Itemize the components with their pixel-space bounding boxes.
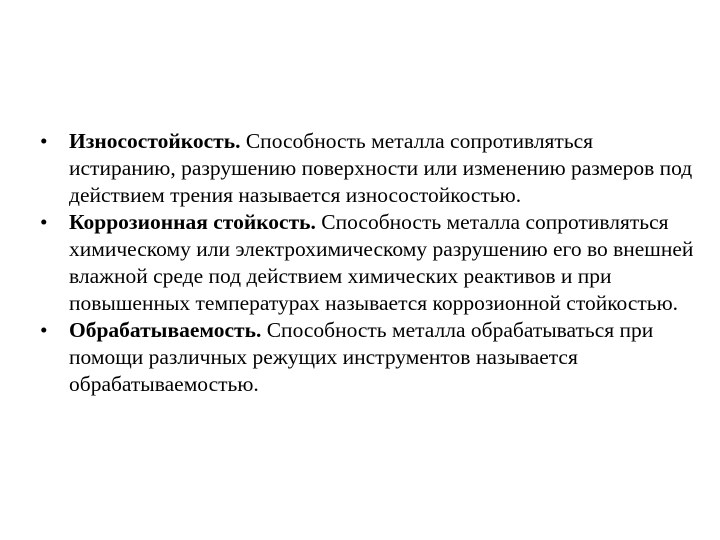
term-corrosion-resistance: Коррозионная стойкость.	[69, 210, 316, 234]
bullet-marker: •	[40, 129, 48, 153]
bullet-marker: •	[40, 210, 48, 234]
bullet-marker: •	[40, 318, 48, 342]
term-wear-resistance: Износостойкость.	[69, 129, 241, 153]
term-machinability: Обрабатываемость.	[69, 318, 262, 342]
bullet-list	[40, 128, 700, 398]
bullet-item-wear-resistance	[40, 128, 700, 209]
definition-machinability: Способность металла обрабатываться при помощи различных режущих инструментов называется обрабатываемостью.	[69, 318, 654, 396]
bullet-item-machinability	[40, 317, 700, 398]
bullet-item-corrosion-resistance	[40, 209, 700, 317]
definition-wear-resistance: Способность металла сопротивляться истиранию, разрушению поверхности или изменению размеров под действием трения называется износостойкостью.	[69, 129, 693, 207]
definition-corrosion-resistance: Способность металла сопротивляться химическому или электрохимическому разрушению его во внешней влажной среде под действием химических реактивов и при повышенных температурах называется коррозионной стойкостью.	[69, 210, 694, 315]
